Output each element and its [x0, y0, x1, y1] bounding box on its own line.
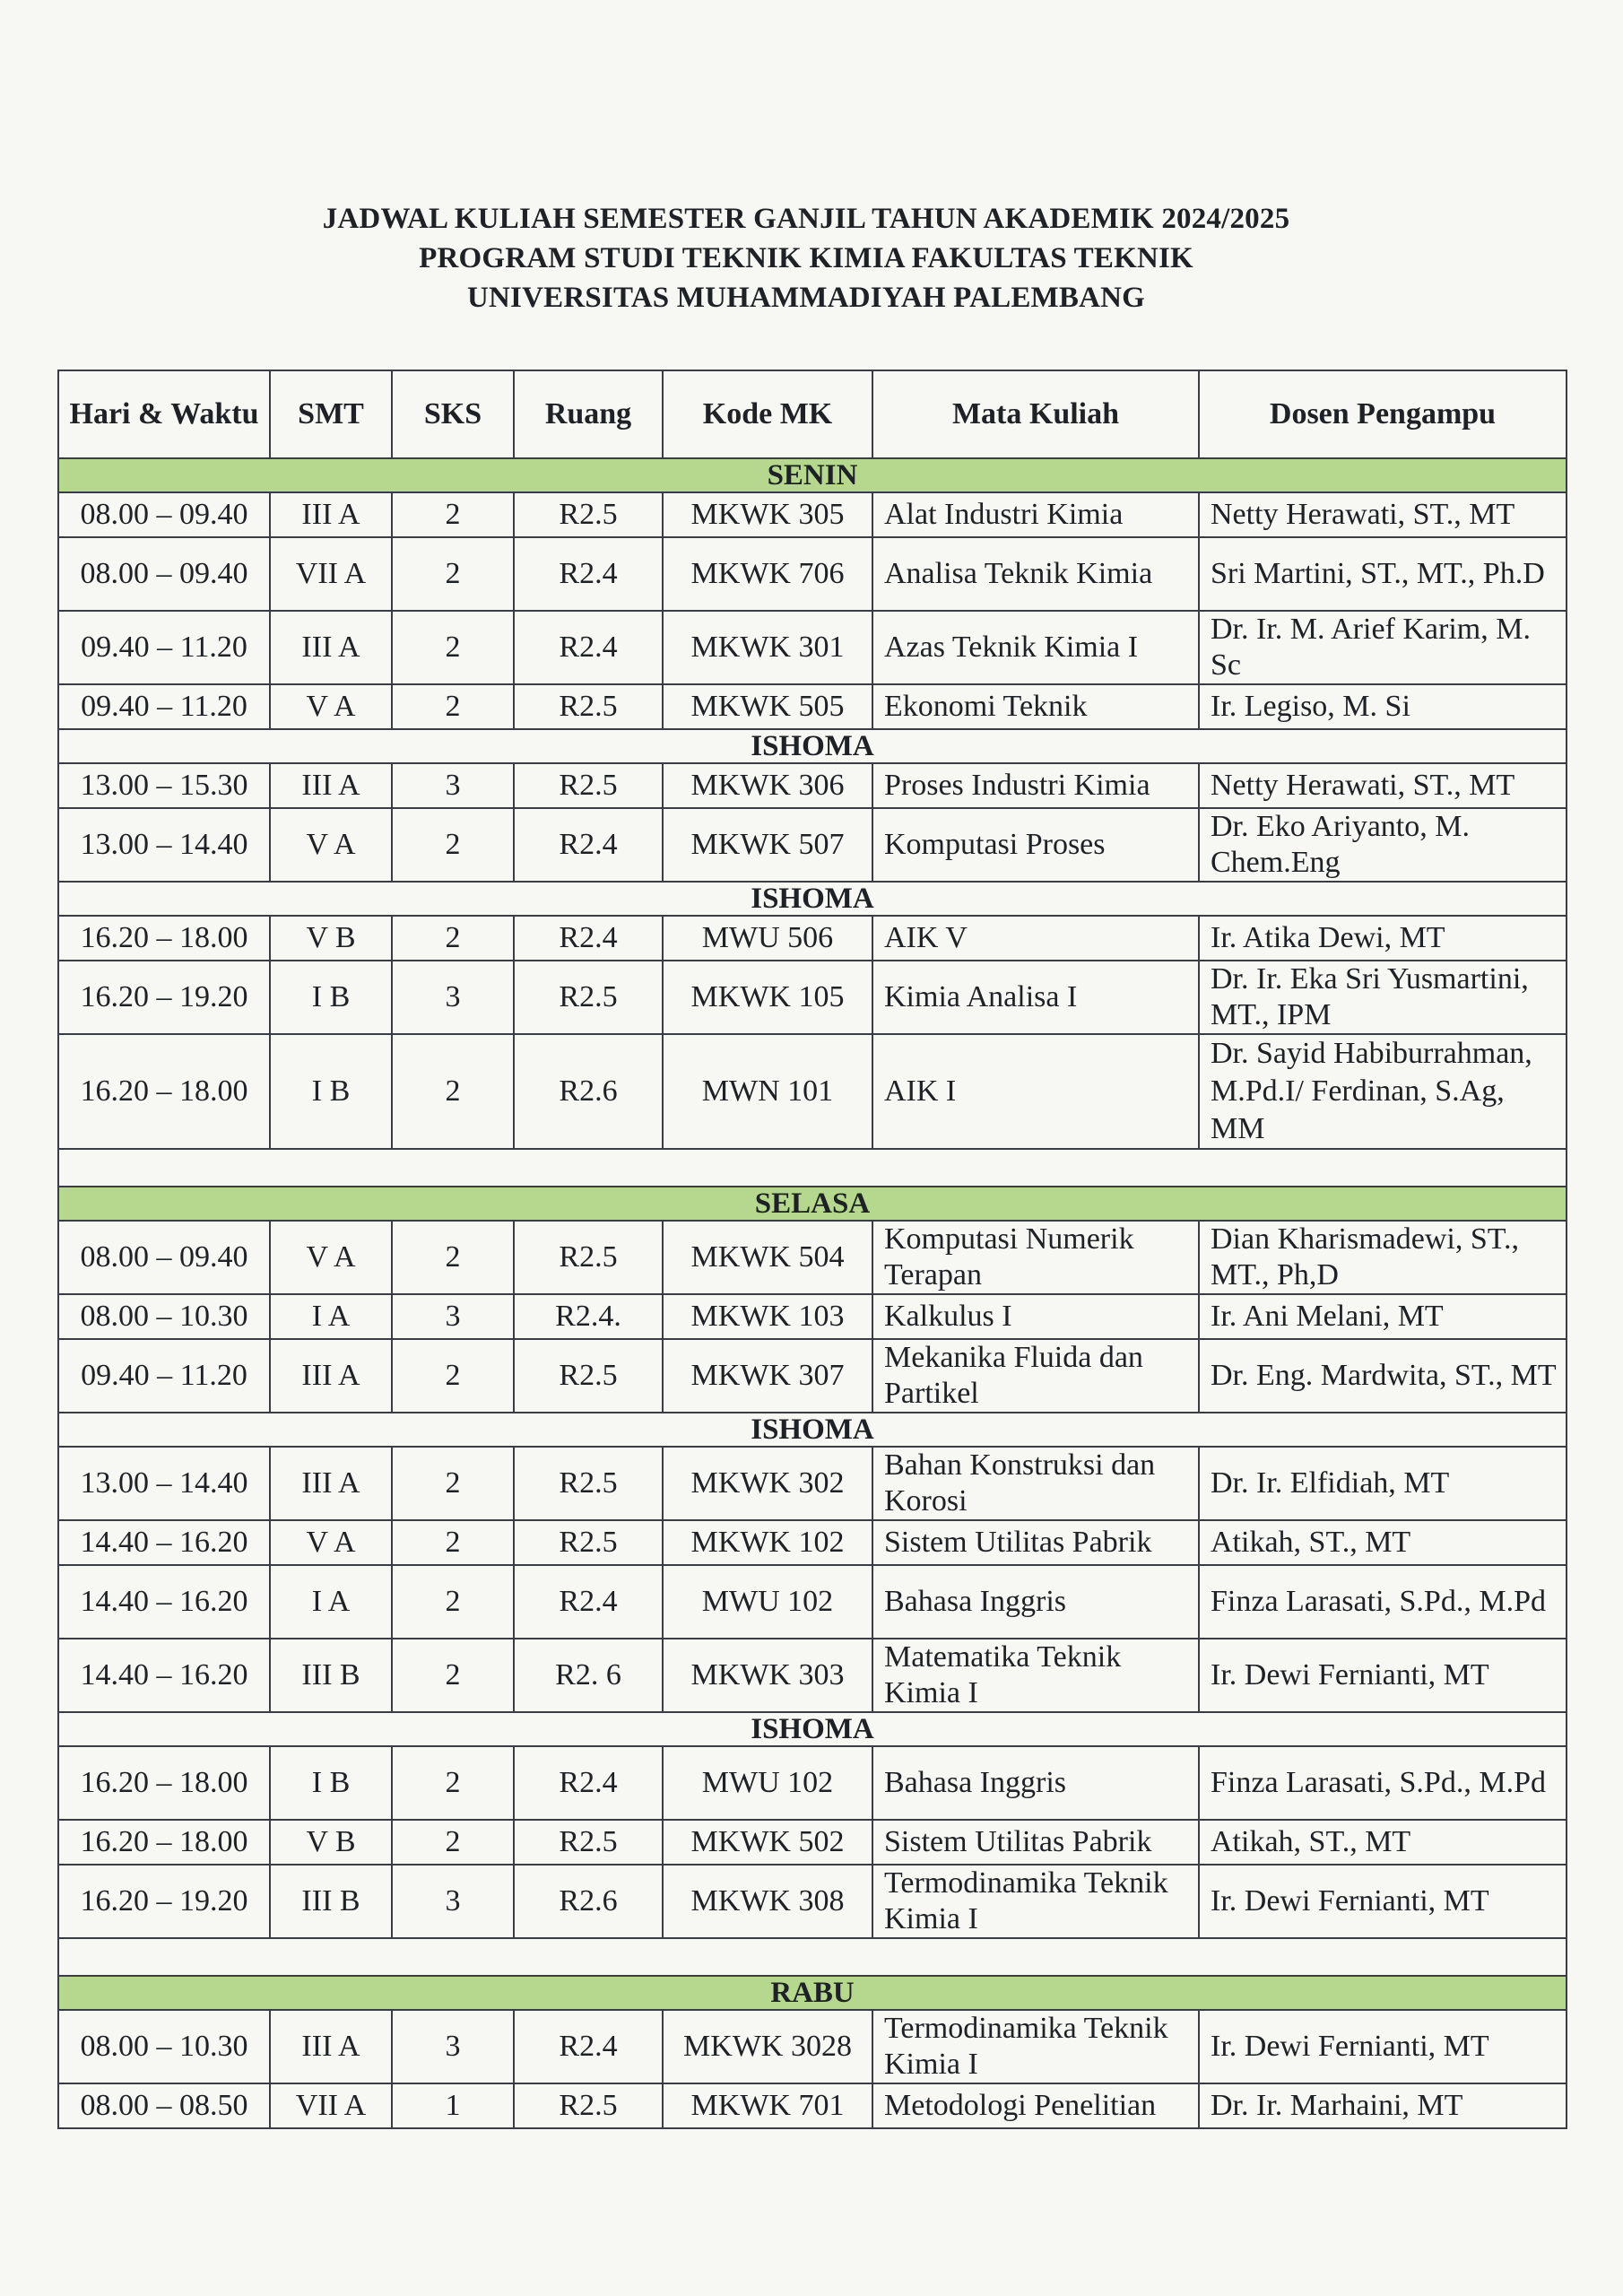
cell-ruang: R2.4 [514, 2010, 663, 2083]
cell-time: 09.40 – 11.20 [58, 611, 270, 684]
col-header-mata-kuliah: Mata Kuliah [872, 370, 1199, 458]
col-header-dosen: Dosen Pengampu [1199, 370, 1567, 458]
cell-dosen: Dr. Ir. Marhaini, MT [1199, 2083, 1567, 2128]
document-title [0, 199, 1623, 317]
cell-kode: MWU 102 [663, 1746, 872, 1820]
table-row [58, 1294, 1567, 1339]
cell-matkul: AIK I [872, 1034, 1199, 1149]
cell-time: 08.00 – 10.30 [58, 2010, 270, 2083]
table-row [58, 961, 1567, 1034]
table-row [58, 1746, 1567, 1820]
cell-time: 08.00 – 10.30 [58, 1294, 270, 1339]
cell-sks: 1 [392, 2083, 514, 2128]
col-header-smt: SMT [270, 370, 392, 458]
cell-smt: VII A [270, 2083, 392, 2128]
cell-ruang: R2.4 [514, 1746, 663, 1820]
cell-sks: 2 [392, 492, 514, 537]
table-row [58, 1339, 1567, 1413]
break-label: ISHOMA [58, 1413, 1567, 1447]
day-row-selasa [58, 1187, 1567, 1221]
cell-sks: 2 [392, 537, 514, 611]
cell-kode: MKWK 301 [663, 611, 872, 684]
cell-ruang: R2.4 [514, 808, 663, 882]
cell-dosen: Netty Herawati, ST., MT [1199, 763, 1567, 808]
cell-dosen: Ir. Dewi Fernianti, MT [1199, 1639, 1567, 1712]
table-row [58, 1221, 1567, 1294]
cell-sks: 3 [392, 1865, 514, 1938]
cell-matkul: Bahasa Inggris [872, 1746, 1199, 1820]
table-row [58, 2083, 1567, 2128]
cell-ruang: R2.4 [514, 1565, 663, 1639]
cell-dosen: Dian Kharismadewi, ST., MT., Ph,D [1199, 1221, 1567, 1294]
day-label: RABU [58, 1976, 1567, 2010]
cell-time: 14.40 – 16.20 [58, 1520, 270, 1565]
cell-sks: 3 [392, 961, 514, 1034]
cell-matkul: Matematika Teknik Kimia I [872, 1639, 1199, 1712]
cell-ruang: R2.5 [514, 1820, 663, 1865]
cell-dosen: Dr. Ir. Eka Sri Yusmartini, MT., IPM [1199, 961, 1567, 1034]
cell-smt: V B [270, 916, 392, 961]
table-row [58, 1565, 1567, 1639]
cell-sks: 2 [392, 611, 514, 684]
cell-time: 16.20 – 19.20 [58, 961, 270, 1034]
cell-smt: I A [270, 1565, 392, 1639]
cell-kode: MKWK 306 [663, 763, 872, 808]
break-row [58, 882, 1567, 916]
cell-kode: MKWK 102 [663, 1520, 872, 1565]
cell-kode: MKWK 504 [663, 1221, 872, 1294]
cell-ruang: R2.6 [514, 1865, 663, 1938]
break-label: ISHOMA [58, 1712, 1567, 1746]
cell-dosen: Ir. Legiso, M. Si [1199, 684, 1567, 729]
cell-dosen: Finza Larasati, S.Pd., M.Pd [1199, 1746, 1567, 1820]
cell-matkul: Alat Industri Kimia [872, 492, 1199, 537]
cell-smt: I B [270, 961, 392, 1034]
cell-dosen: Ir. Ani Melani, MT [1199, 1294, 1567, 1339]
cell-matkul: Proses Industri Kimia [872, 763, 1199, 808]
title-line-2: PROGRAM STUDI TEKNIK KIMIA FAKULTAS TEKNIK [419, 242, 1193, 274]
cell-time: 16.20 – 18.00 [58, 916, 270, 961]
table-row [58, 1639, 1567, 1712]
cell-sks: 2 [392, 1520, 514, 1565]
title-line-3: UNIVERSITAS MUHAMMADIYAH PALEMBANG [466, 282, 1146, 314]
break-row [58, 729, 1567, 763]
col-header-sks: SKS [392, 370, 514, 458]
cell-ruang: R2.4 [514, 537, 663, 611]
cell-dosen: Atikah, ST., MT [1199, 1820, 1567, 1865]
cell-smt: V A [270, 808, 392, 882]
table-row [58, 1520, 1567, 1565]
cell-ruang: R2.4. [514, 1294, 663, 1339]
day-row-rabu [58, 1976, 1567, 2010]
break-row [58, 1712, 1567, 1746]
table-row [58, 763, 1567, 808]
cell-dosen: Netty Herawati, ST., MT [1199, 492, 1567, 537]
cell-time: 08.00 – 08.50 [58, 2083, 270, 2128]
cell-dosen: Ir. Dewi Fernianti, MT [1199, 2010, 1567, 2083]
cell-smt: I B [270, 1746, 392, 1820]
cell-sks: 2 [392, 1034, 514, 1149]
cell-time: 14.40 – 16.20 [58, 1565, 270, 1639]
cell-time: 16.20 – 18.00 [58, 1820, 270, 1865]
cell-ruang: R2. 6 [514, 1639, 663, 1712]
cell-ruang: R2.5 [514, 1221, 663, 1294]
cell-sks: 2 [392, 1339, 514, 1413]
cell-smt: V A [270, 684, 392, 729]
cell-smt: V B [270, 1820, 392, 1865]
break-label: ISHOMA [58, 882, 1567, 916]
cell-time: 14.40 – 16.20 [58, 1639, 270, 1712]
cell-ruang: R2.4 [514, 916, 663, 961]
cell-matkul: Komputasi Proses [872, 808, 1199, 882]
cell-kode: MKWK 302 [663, 1447, 872, 1520]
spacer-row [58, 1938, 1567, 1976]
cell-smt: III B [270, 1639, 392, 1712]
day-label: SELASA [58, 1187, 1567, 1221]
table-row [58, 808, 1567, 882]
cell-kode: MKWK 308 [663, 1865, 872, 1938]
break-label: ISHOMA [58, 729, 1567, 763]
cell-sks: 2 [392, 1746, 514, 1820]
cell-ruang: R2.5 [514, 1339, 663, 1413]
cell-kode: MWU 102 [663, 1565, 872, 1639]
schedule-table [57, 370, 1567, 2129]
cell-dosen: Atikah, ST., MT [1199, 1520, 1567, 1565]
cell-kode: MKWK 3028 [663, 2010, 872, 2083]
break-row [58, 1413, 1567, 1447]
cell-matkul: Kalkulus I [872, 1294, 1199, 1339]
cell-time: 08.00 – 09.40 [58, 537, 270, 611]
cell-dosen: Dr. Sayid Habiburrahman, M.Pd.I/ Ferdinan, S.Ag, MM [1199, 1034, 1567, 1149]
cell-kode: MKWK 505 [663, 684, 872, 729]
col-header-ruang: Ruang [514, 370, 663, 458]
col-header-kode-mk: Kode MK [663, 370, 872, 458]
cell-dosen: Sri Martini, ST., MT., Ph.D [1199, 537, 1567, 611]
table-row [58, 492, 1567, 537]
cell-ruang: R2.5 [514, 1520, 663, 1565]
cell-ruang: R2.5 [514, 492, 663, 537]
spacer-row [58, 1149, 1567, 1187]
cell-kode: MKWK 701 [663, 2083, 872, 2128]
cell-time: 08.00 – 09.40 [58, 1221, 270, 1294]
cell-kode: MKWK 305 [663, 492, 872, 537]
cell-kode: MKWK 303 [663, 1639, 872, 1712]
cell-time: 13.00 – 15.30 [58, 763, 270, 808]
cell-sks: 2 [392, 1221, 514, 1294]
day-row-senin [58, 458, 1567, 492]
cell-time: 09.40 – 11.20 [58, 684, 270, 729]
cell-ruang: R2.5 [514, 961, 663, 1034]
cell-smt: I A [270, 1294, 392, 1339]
cell-kode: MWN 101 [663, 1034, 872, 1149]
cell-time: 13.00 – 14.40 [58, 1447, 270, 1520]
cell-smt: III A [270, 2010, 392, 2083]
cell-time: 16.20 – 18.00 [58, 1746, 270, 1820]
cell-smt: III A [270, 1339, 392, 1413]
cell-smt: V A [270, 1221, 392, 1294]
cell-matkul: Termodinamika Teknik Kimia I [872, 1865, 1199, 1938]
cell-smt: V A [270, 1520, 392, 1565]
cell-smt: III A [270, 763, 392, 808]
cell-matkul: Bahan Konstruksi dan Korosi [872, 1447, 1199, 1520]
table-row [58, 1820, 1567, 1865]
cell-time: 13.00 – 14.40 [58, 808, 270, 882]
cell-smt: VII A [270, 537, 392, 611]
cell-sks: 2 [392, 1639, 514, 1712]
table-row [58, 916, 1567, 961]
cell-dosen: Dr. Ir. M. Arief Karim, M. Sc [1199, 611, 1567, 684]
cell-dosen: Finza Larasati, S.Pd., M.Pd [1199, 1565, 1567, 1639]
cell-sks: 2 [392, 916, 514, 961]
cell-ruang: R2.4 [514, 611, 663, 684]
col-header-hari-waktu: Hari & Waktu [58, 370, 270, 458]
cell-sks: 2 [392, 684, 514, 729]
table-row [58, 1865, 1567, 1938]
table-row [58, 537, 1567, 611]
cell-matkul: Sistem Utilitas Pabrik [872, 1520, 1199, 1565]
cell-matkul: Azas Teknik Kimia I [872, 611, 1199, 684]
table-row [58, 2010, 1567, 2083]
cell-dosen: Ir. Dewi Fernianti, MT [1199, 1865, 1567, 1938]
cell-matkul: Komputasi Numerik Terapan [872, 1221, 1199, 1294]
table-row [58, 1034, 1567, 1149]
cell-time: 09.40 – 11.20 [58, 1339, 270, 1413]
cell-matkul: Bahasa Inggris [872, 1565, 1199, 1639]
cell-ruang: R2.5 [514, 684, 663, 729]
cell-smt: III A [270, 1447, 392, 1520]
cell-kode: MKWK 502 [663, 1820, 872, 1865]
cell-sks: 2 [392, 1447, 514, 1520]
cell-ruang: R2.6 [514, 1034, 663, 1149]
cell-matkul: Analisa Teknik Kimia [872, 537, 1199, 611]
cell-sks: 2 [392, 1820, 514, 1865]
cell-matkul: Metodologi Penelitian [872, 2083, 1199, 2128]
cell-matkul: Termodinamika Teknik Kimia I [872, 2010, 1199, 2083]
cell-kode: MWU 506 [663, 916, 872, 961]
cell-sks: 3 [392, 1294, 514, 1339]
table-row [58, 611, 1567, 684]
cell-sks: 3 [392, 2010, 514, 2083]
cell-kode: MKWK 103 [663, 1294, 872, 1339]
cell-kode: MKWK 105 [663, 961, 872, 1034]
title-line-1: JADWAL KULIAH SEMESTER GANJIL TAHUN AKADEMIK 2024/2025 [322, 203, 1290, 235]
cell-matkul: Mekanika Fluida dan Partikel [872, 1339, 1199, 1413]
day-label: SENIN [58, 458, 1567, 492]
table-row [58, 1447, 1567, 1520]
cell-matkul: Kimia Analisa I [872, 961, 1199, 1034]
cell-matkul: AIK V [872, 916, 1199, 961]
cell-dosen: Dr. Ir. Elfidiah, MT [1199, 1447, 1567, 1520]
cell-sks: 2 [392, 1565, 514, 1639]
cell-smt: III B [270, 1865, 392, 1938]
cell-ruang: R2.5 [514, 2083, 663, 2128]
cell-smt: I B [270, 1034, 392, 1149]
cell-dosen: Dr. Eko Ariyanto, M. Chem.Eng [1199, 808, 1567, 882]
cell-dosen: Dr. Eng. Mardwita, ST., MT [1199, 1339, 1567, 1413]
cell-kode: MKWK 706 [663, 537, 872, 611]
table-header-row [58, 370, 1567, 458]
table-row [58, 684, 1567, 729]
cell-ruang: R2.5 [514, 763, 663, 808]
cell-ruang: R2.5 [514, 1447, 663, 1520]
cell-sks: 2 [392, 808, 514, 882]
cell-kode: MKWK 307 [663, 1339, 872, 1413]
cell-smt: III A [270, 492, 392, 537]
cell-matkul: Ekonomi Teknik [872, 684, 1199, 729]
cell-kode: MKWK 507 [663, 808, 872, 882]
cell-smt: III A [270, 611, 392, 684]
cell-dosen: Ir. Atika Dewi, MT [1199, 916, 1567, 961]
cell-matkul: Sistem Utilitas Pabrik [872, 1820, 1199, 1865]
cell-time: 16.20 – 19.20 [58, 1865, 270, 1938]
cell-time: 16.20 – 18.00 [58, 1034, 270, 1149]
cell-sks: 3 [392, 763, 514, 808]
cell-time: 08.00 – 09.40 [58, 492, 270, 537]
